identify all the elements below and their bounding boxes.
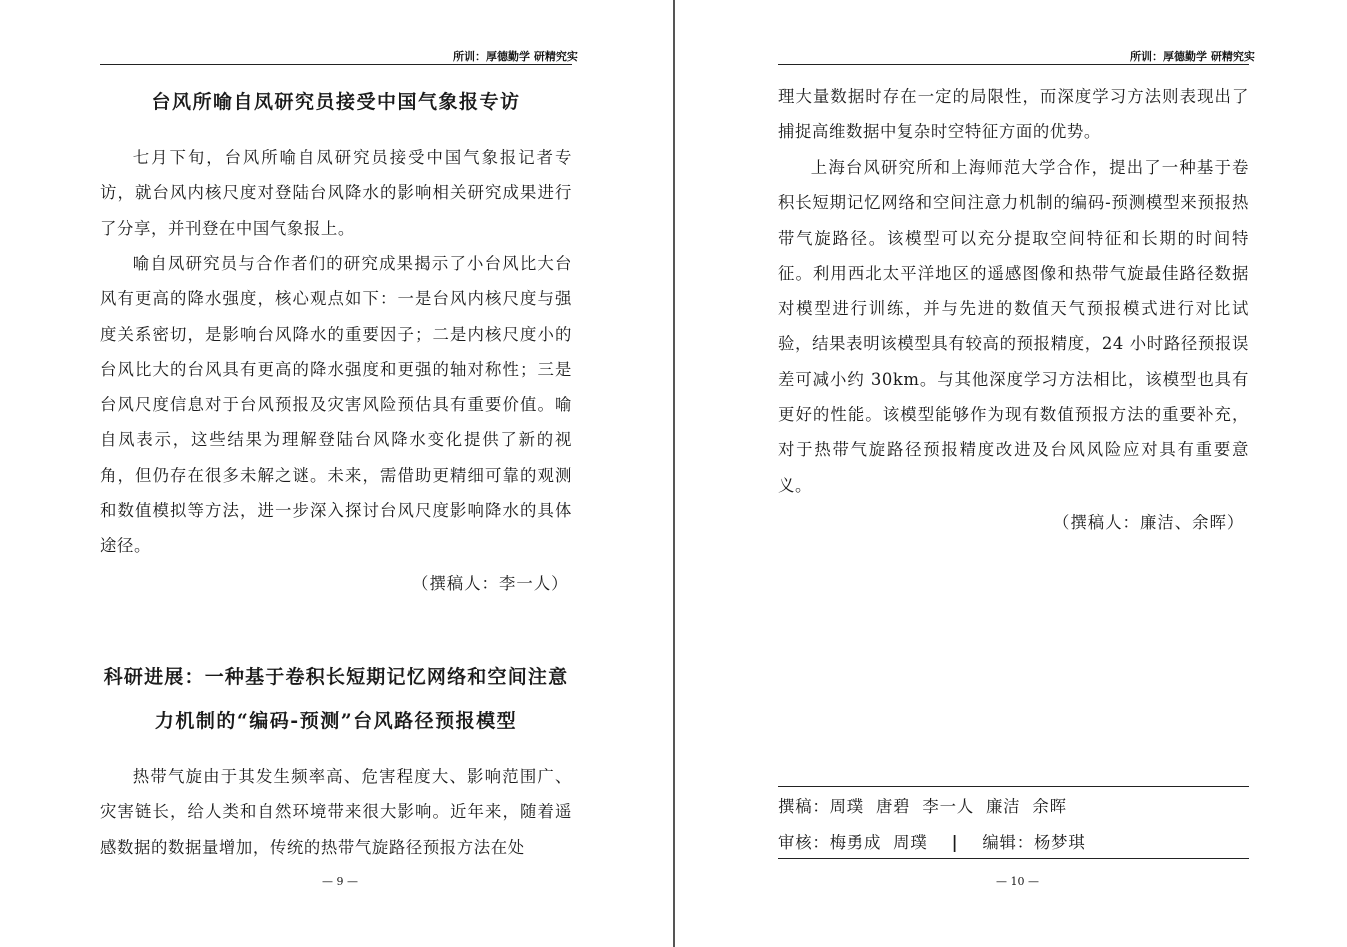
article1-paragraph-1: 七月下旬，台风所喻自凤研究员接受中国气象报记者专访，就台风内核尺度对登陆台风降水的影响相关研究成果进行了分享，并刊登在中国气象报上。 [100,148,572,238]
left-page-number: — 9 — [322,875,358,888]
article1-paragraph-2: 喻自凤研究员与合作者们的研究成果揭示了小台风比大台风有更高的降水强度，核心观点如下：一是台风内核尺度与强度关系密切，是影响台风降水的重要因子；二是内核尺度小的台风比大的台风具有更高的降水强度和更强的轴对称性；三是台风尺度信息对于台风预报及灾害风险预估具有重要价值。喻自凤表示，这些结果为理解登陆台风降水变化提供了新的视角，但仍存在很多未解之谜。未来，需借助更精细可靠的观测和数值模拟等方法，进一步深入探讨台风尺度影响降水的具体途径。 [100,254,572,556]
credits-editor-label: 编辑： [982,833,1034,852]
right-page [676,0,1347,947]
left-header-motto: 所训：厚德勤学 研精究实 [453,50,578,63]
page-spine-divider [673,0,675,947]
left-page [0,0,673,947]
credits-editor: 杨梦琪 [1033,833,1086,852]
right-paragraph-2: 上海台风研究所和上海师范大学合作，提出了一种基于卷积长短期记忆网络和空间注意力机制的编码-预测模型来预报热带气旋路径。该模型可以充分提取空间特征和长期的时间特征。利用西北太平洋地区的遥感图像和热带气旋最佳路径数据对模型进行训练，并与先进的数值天气预报模式进行对比试验，结果表明该模型具有较高的预报精度，24 小时路径预报误差可减小约 30km。与其他深度学习方法相比，该模型也具有更好的性能。该模型能够作为现有数值预报方法的重要补充，对于热带气旋路径预报精度改进及台风风险应对具有重要意义。 [778,158,1249,495]
credits-writers-label: 撰稿： [778,797,830,816]
right-article-author: （撰稿人：廉洁、余晖） [1053,513,1245,532]
left-header-rule [100,64,572,65]
right-header-rule [778,64,1249,65]
credits-top-rule [778,786,1249,787]
right-header-motto: 所训：厚德勤学 研精究实 [1130,50,1255,63]
article1-title: 台风所喻自凤研究员接受中国气象报专访 [151,91,521,113]
article1-author: （撰稿人：李一人） [412,574,569,593]
article2-title-line2: 力机制的“编码-预测”台风路径预报模型 [154,710,518,732]
credits-reviewer-label: 审核： [778,833,830,852]
right-page-number: — 10 — [996,875,1039,888]
credits-writers: 周璞 唐碧 李一人 廉洁 余晖 [829,797,1067,816]
credits-bottom-rule [778,858,1249,859]
credits-review-line [778,829,1086,853]
right-paragraph-continued: 理大量数据时存在一定的局限性，而深度学习方法则表现出了捕捉高维数据中复杂时空特征方面的优势。 [778,87,1249,142]
article2-title-line1: 科研进展：一种基于卷积长短期记忆网络和空间注意 [103,666,569,688]
credits-reviewers: 梅勇成 周璞 [829,833,928,852]
credits-writers-line [778,793,1067,817]
credits-separator: | [951,833,959,852]
article2-paragraph: 热带气旋由于其发生频率高、危害程度大、影响范围广、灾害链长，给人类和自然环境带来很大影响。近年来，随着遥感数据的数据量增加，传统的热带气旋路径预报方法在处 [100,767,572,857]
